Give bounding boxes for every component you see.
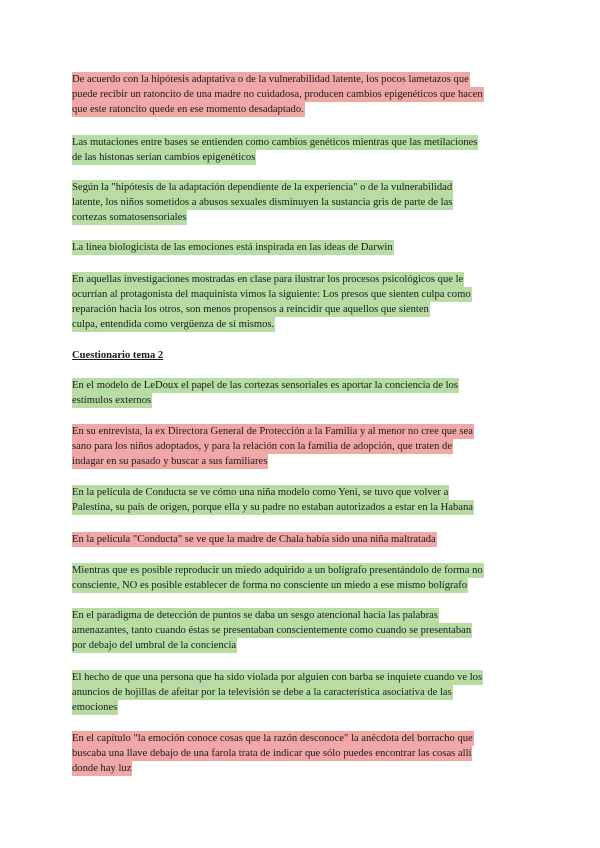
text-line: En el capítulo "la emoción conoce cosas que la razón desconoce" la anécdota del borracho que (72, 733, 473, 744)
statement-highlighted-red (72, 532, 532, 547)
text-line: cortezas somatosensoriales (72, 212, 187, 223)
statement-highlighted-green (72, 180, 532, 225)
text-line: puede recibir un ratoncito de una madre no cuidadosa, producen cambios epigenéticos que hacen (72, 89, 483, 100)
text-line: donde hay luz (72, 763, 132, 774)
statement-highlighted-green (72, 485, 532, 515)
section-heading (72, 348, 532, 363)
section-heading-text: Cuestionario tema 2 (72, 350, 164, 361)
statement-highlighted-green (72, 240, 532, 255)
statement-highlighted-red (72, 731, 532, 776)
statement-highlighted-red (72, 72, 532, 117)
text-line: La línea biologicista de las emociones está inspirada en las ideas de Darwin (72, 242, 393, 253)
statement-highlighted-green (72, 378, 532, 408)
statement-highlighted-green (72, 135, 532, 165)
text-line: De acuerdo con la hipótesis adaptativa o de la vulnerabilidad latente, los pocos lametazos que (72, 74, 469, 85)
text-line: estímulos externos (72, 395, 152, 406)
text-line: En aquellas investigaciones mostradas en clase para ilustrar los procesos psicológicos que le (72, 274, 464, 285)
text-line: culpa, entendida como vergüenza de sí mismos. (72, 319, 275, 330)
text-line: anuncios de hojillas de afeitar por la televisión se debe a la característica asociativa de las (72, 687, 452, 698)
statement-highlighted-green (72, 563, 532, 593)
text-line: En la película "Conducta" se ve que la madre de Chala había sido una niña maltratada (72, 534, 436, 545)
statement-highlighted-green (72, 670, 532, 715)
statement-highlighted-green (72, 272, 532, 332)
text-line: sano para los niños adoptados, y para la relación con la familia de adopción, que traten de (72, 441, 453, 452)
text-line: Mientras que es posible reproducir un miedo adquirido a un bolígrafo presentándolo de forma no (72, 565, 483, 576)
text-line: que este ratoncito quede en ese momento desadaptado. (72, 104, 304, 115)
text-line: Según la "hipótesis de la adaptación dependiente de la experiencia" o de la vulnerabilidad (72, 182, 453, 193)
statement-highlighted-red (72, 424, 532, 469)
text-line: consciente, NO es posible establecer de forma no consciente un miedo a ese mismo bolígrafo (72, 580, 468, 591)
text-line: reparación hacia los otros, son menos propensos a reincidir que aquellos que sienten (72, 304, 429, 315)
text-line: En el paradigma de detección de puntos se daba un sesgo atencional hacia las palabras (72, 610, 438, 621)
text-line: de las histonas serían cambios epigenéticos (72, 152, 256, 163)
text-line: Palestina, su país de origen, porque ella y su padre no estaban autorizados a estar en la Habana (72, 502, 473, 513)
text-line: En la película de Conducta se ve cómo una niña modelo como Yeni, se tuvo que volver a (72, 487, 449, 498)
text-line: En el modelo de LeDoux el papel de las cortezas sensoriales es aportar la conciencia de los (72, 380, 458, 391)
text-line: ocurrían al protagonista del maquinista vimos la siguiente: Los presos que sienten culpa como (72, 289, 471, 300)
text-line: buscaba una llave debajo de una farola trata de indicar que sólo puedes encontrar las cosas allí (72, 748, 472, 759)
text-line: El hecho de que una persona que ha sido violada por alguien con barba se inquiete cuando ve los (72, 672, 483, 683)
text-line: emociones (72, 702, 118, 713)
text-line: amenazantes, tanto cuando éstas se presentaban conscientemente como cuando se presentaban (72, 625, 472, 636)
statement-highlighted-green (72, 608, 532, 653)
text-line: Las mutaciones entre bases se entienden como cambios genéticos mientras que las metilaciones (72, 137, 478, 148)
text-line: En su entrevista, la ex Directora General de Protección a la Familia y al menor no cree que sea (72, 426, 473, 437)
text-line: por debajo del umbral de la conciencia (72, 640, 237, 651)
text-line: indagar en su pasado y buscar a sus familiares (72, 456, 268, 467)
text-line: latente, los niños sometidos a abusos sexuales disminuyen la sustancia gris de parte de las (72, 197, 453, 208)
